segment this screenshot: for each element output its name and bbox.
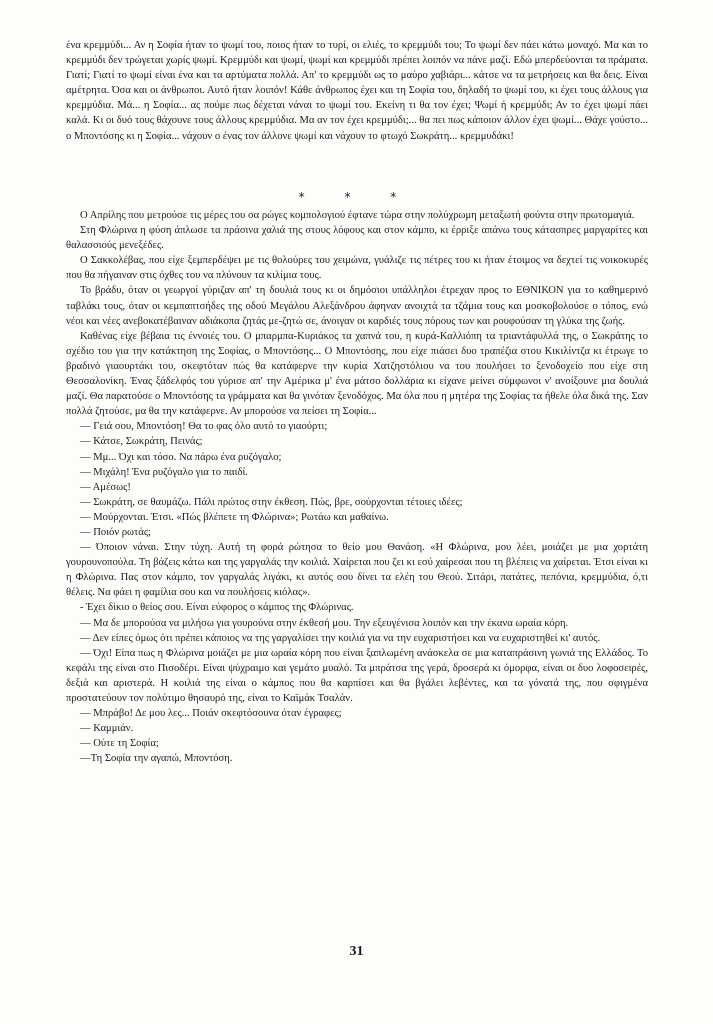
dialogue-line: — Δεν είπες όμως ότι πρέπει κάποιος να της γαργαλίσει την κοιλιά για να την ευχαριστήσει και να ευχαριστηθεί κι' αυτός. [80, 632, 601, 644]
opening-paragraph: ένα κρεμμύδι... Αν η Σοφία ήταν το ψωμί του, ποιος ήταν το τυρί, οι ελιές, το κρεμμύδι του; Το ψωμί δεν πάει κάτω μοναχό. Μα και το κρεμμύδι δεν τρώγεται χωρίς ψωμί. Κρεμμύδι και ψωμί, ψωμί και κρεμμύδι πρέπει λοιπόν να πάνε μαζί. Εδώ μπερδεύονται τα πράματα. Γιατί; Γιατί το ψωμί είναι ένα και τα αρτύματα πολλά. Απ' το κρεμμύδι ως το μαύρο χαβιάρι... κάτσε να τα μετρήσεις και θα δεις. Είναι αμέτρητα. Όσα και οι άνθρωποι. Αυτό ήταν λοιπόν! Κάθε άνθρωπος έχει και τη Σοφία του, δηλαδή το ψωμί του, κι έχει τους άλλους για κρεμμύδια. Μά... η Σοφία... ας πούμε πως δέχεται νάναι το ψωμί του. Εκείνη τι θα τον έχει; Ψωμί ή κρεμμύδι; Αν το έχει ψωμί πάει καλά. Κι οι δυό τους θάχουνε τους άλλους κρεμμύδια. Μα αν τον έχει κρεμμύδι;... θα πει πως κάποιον άλλον έχει ψωμί... Θάχε γούστο... ο Μποντόσης κι η Σοφία... νάχουν ο ένας τον άλλονε ψωμί και νάχουν το φτωχό Σωκράτη... κρεμμυδάκι! [66, 40, 648, 142]
dialogue-line: — Όχι! Είπα πως η Φλώρινα μοιάζει με μια ωραία κόρη που είναι ξαπλωμένη ανάσκελα σε μια καταπράσινη γωνιά της Ελλάδος. Το κεφάλι της είναι στο Πισοδέρι. Είναι ψύχραιμο και γεμάτο μυαλό. Τα μπράτσα της γερά, δροσερά κι όμορφα, είναι οι δυο λοφοσειρές, δεξιά και αριστερά. Η κοιλιά της είναι ο κάμπος που θα καρπίσει και θα βγάλει λεβέντες, και τα γόνατά της, που σφιγμένα προστατεύουν τον πολύτιμο θησαυρό της, είναι το Καϊμάκ Τσαλάν. [66, 647, 648, 704]
dialogue-line: —Τη Σοφία την αγαπώ, Μποντόση. [80, 753, 233, 765]
dialogue-line: — Μιχάλη! Ένα ρυζόγαλο για το παιδί. [80, 466, 248, 478]
dialogue-line: — Όποιον νάναι. Στην τύχη. Αυτή τη φορά ρώτησα το θείο μου Θανάση. «Η Φλώρινα, μου λέει, μοιάζει με μια χορτάτη γουρουνοπούλα. Τη βάζεις κάτω και της γαργαλάς την κοιλιά. Χαίρεται που ζει κι εσύ χαίρεσαι που τη βλέπεις να χαίρεται. Έτσι είναι κι η Φλώρινα. Πας στον κάμπο, τον γαργαλάς λιγάκι, κι αυτός σου δίνει τα ελέη του Θεού. Σιτάρι, πατάτες, πεπόνια, κρεμμύδια, ό,τι θέλεις. Να φάει η φαμίλια σου και να πουλήσεις κιόλας». [66, 542, 648, 599]
dialogue-line: — Καμμιάν. [80, 723, 134, 735]
dialogue-line: — Ποιόν ρωτάς; [80, 526, 151, 538]
dialogue-line: — Σωκράτη, σε θαυμάζω. Πάλι πρώτος στην έκθεση. Πώς, βρε, σούρχονται τέτοιες ιδέες; [80, 496, 463, 508]
dialogue-line: — Αμέσως! [80, 481, 131, 493]
dialogue-line: — Κάτσε, Σωκράτη, Πεινάς; [80, 436, 203, 448]
page-number: 31 [349, 944, 364, 959]
paragraph: Ο Απρίλης που μετρούσε τις μέρες του σα ρώγες κομπολογιού έφτανε τώρα στην πολύχρωμη μεταξωτή φούντα στην πρωτομαγιά. [80, 210, 635, 221]
paragraph: Το βράδυ, όταν οι γεωργοί γύριζαν απ' τη δουλιά τους κι οι δημόσιοι υπάλληλοι έτρεχαν προς το ΕΘΝΙΚΟΝ για το καθημερινό ταβλάκι τους, όταν οι κεμπαπτσήδες της οδού Μεγάλου Αλεξάνδρου άφηναν ανοιχτά τα τζάμια τους και μοσκοβολούσε ο τόπος, ενώ νέοι και νέες ανεβοκατέβαιναν αδιάκοπα ζητάς με-ζητώ σε, άνοιγαν οι καρδιές τους πόρους των και ρουφούσαν τη γλύκα της ζωής. [66, 285, 648, 327]
main-text-block [66, 208, 648, 766]
dialogue-line: — Ούτε τη Σοφία; [80, 738, 159, 750]
section-separator: * * * [298, 190, 415, 204]
dialogue-line: — Μμ... Όχι και τόσο. Να πάρω ένα ρυζόγαλο; [80, 451, 282, 463]
paragraph: Στη Φλώρινα η φύση άπλωσε τα πράσινα χαλιά της στους λόφους και στον κάμπο, κι έρριξε απάνω τους κάτασπρες μαργαρίτες και θαλασσιούς μενεξέδες. [66, 225, 648, 252]
paragraph: Καθένας είχε βέβαια τις έννοιές του. Ο μπαρμπα-Κυριάκος τα χαπνά του, η κυρά-Καλλιόπη τα τριαντάφυλλά της, ο Σωκράτης το σχέδιο του για την κατάκτηση της Σοφίας, ο Μποντόσης... Ο Μποντόσης, που είχε πιάσει δυο τραπέζια στου Κικιλίντζα κι έτρωγε το βραδινό γιαουρτάκι του, σκεφτόταν πώς θα κατάφερνε την κυρία Χατζηστόλιου να του πουλήσει το ξενοδοχείο που είχε στη Θεσσαλονίκη. Ένας ξάδελφός του γύρισε απ' την Αμέρικα μ' ένα μάτσο δολλάρια κι είχανε μείνει σύμφωνοι ν' ανοίξουνε μια δουλιά μαζί. Θα παρατούσε ο Μποντόσης τα γράμματα και θα γινόταν ξενοδόχος. Μα όλα που η μητέρα της Σοφίας τα ήθελε όλα δικά της. Σαν πολλά ζητούσε, μα θα την κατάφερνε. Αν μπορούσε να πείσει τη Σοφία... [66, 330, 648, 418]
paragraph: Ο Σακκολέβας, που είχε ξεμπερδέψει με τις θολούρες του χειμώνα, γυάλιζε τις πέτρες του κι ήταν έτοιμος να δεχτεί τις νοικοκυρές που θα πήγαιναν στις όχθες του να πλύνουν τα κιλίμια τους. [66, 255, 648, 282]
dialogue-line: - Έχει δίκιο ο θείος σου. Είναι εύφορος ο κάμπος της Φλώρινας. [80, 602, 354, 614]
dialogue-line: — Γειά σου, Μποντόση! Θα το φας όλο αυτό το γιαούρτι; [80, 421, 328, 433]
top-text-block [66, 38, 648, 144]
dialogue-line: — Μα δε μπορούσα να μιλήσω για γουρούνα στην έκθεσή μου. Την εξευγένισα λοιπόν και την έκανα ωραία κόρη. [80, 617, 569, 629]
dialogue-line: — Μούρχονται. Έτσι. «Πώς βλέπετε τη Φλώρινα»; Ρωτάω και μαθαίνω. [80, 511, 389, 523]
dialogue-line: — Μπράβο! Δε μου λες... Ποιάν σκεφτόσουνα όταν έγραφες; [80, 708, 342, 720]
